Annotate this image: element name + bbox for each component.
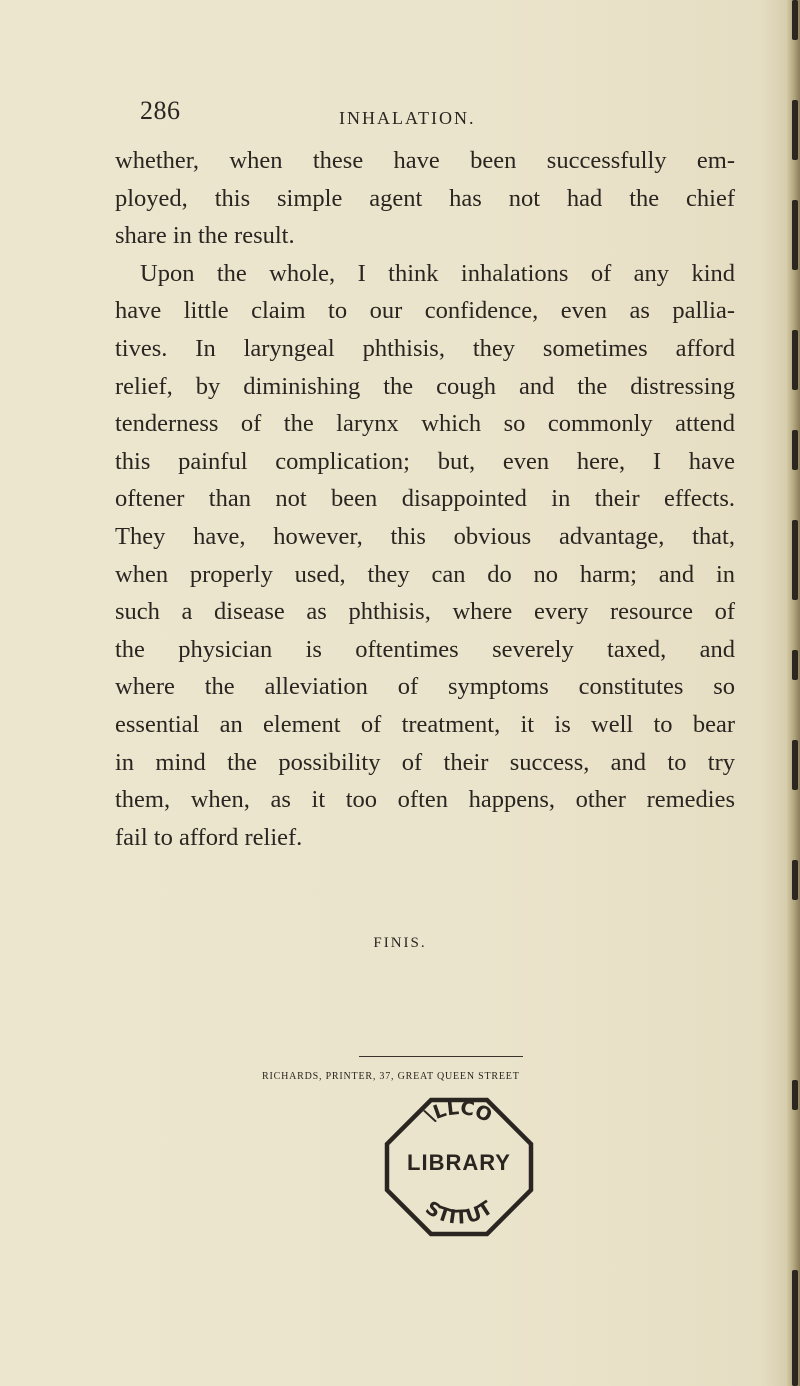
- edge-mark: [792, 520, 798, 600]
- text-line: fail to afford relief.: [115, 823, 303, 851]
- text-line: in mind the possibility of their success, and to try: [115, 748, 735, 776]
- text-line: this painful complication; but, even here, I have: [115, 447, 735, 475]
- finis-label: FINIS.: [373, 935, 427, 951]
- library-stamp: [379, 1092, 539, 1242]
- body-text: [115, 142, 735, 856]
- stamp-bottom-letters: STITUT: [421, 1196, 497, 1229]
- page-number: 286: [140, 96, 181, 125]
- edge-mark: [792, 650, 798, 680]
- text-line: tives. In laryngeal phthisis, they sometimes afford: [115, 334, 735, 362]
- text-line: whether, when these have been successfully em-: [115, 147, 735, 174]
- text-line: them, when, as it too often happens, other remedies: [115, 786, 735, 814]
- page-edge: [786, 0, 800, 1386]
- edge-mark: [792, 860, 798, 900]
- text-line: ployed, this simple agent has not had the chief: [115, 184, 735, 212]
- text-line: the physician is oftentimes severely taxed, and: [115, 635, 735, 663]
- edge-mark: [792, 330, 798, 390]
- text-line: Upon the whole, I think inhalations of any kind: [140, 259, 735, 287]
- text-line: when properly used, they can do no harm; and in: [115, 560, 735, 588]
- printer-imprint: RICHARDS, PRINTER, 37, GREAT QUEEN STREET: [262, 1071, 520, 1082]
- text-line: where the alleviation of symptoms constitutes so: [115, 673, 735, 701]
- edge-mark: [792, 200, 798, 270]
- text-line: tenderness of the larynx which so commonly attend: [115, 410, 735, 438]
- text-line: share in the result.: [115, 222, 295, 250]
- text-line: oftener than not been disappointed in their effects.: [115, 485, 735, 513]
- running-head: INHALATION.: [339, 108, 476, 128]
- text-line: They have, however, this obvious advantage, that,: [115, 522, 735, 550]
- stamp-label: LIBRARY: [407, 1150, 511, 1175]
- edge-mark: [792, 430, 798, 470]
- stamp-top-letters: \LLCO: [421, 1096, 496, 1128]
- text-line: have little claim to our confidence, even as pallia-: [115, 297, 735, 325]
- edge-mark: [792, 0, 798, 40]
- divider-rule: [359, 1056, 523, 1057]
- svg-text:STITUT: [421, 1197, 496, 1229]
- text-line: such a disease as phthisis, where every resource of: [115, 598, 735, 626]
- edge-mark: [792, 100, 798, 160]
- text-line: essential an element of treatment, it is well to bear: [115, 710, 735, 738]
- text-line: relief, by diminishing the cough and the distressing: [115, 372, 735, 400]
- edge-mark: [792, 1270, 798, 1386]
- edge-mark: [792, 740, 798, 790]
- edge-mark: [792, 1080, 798, 1110]
